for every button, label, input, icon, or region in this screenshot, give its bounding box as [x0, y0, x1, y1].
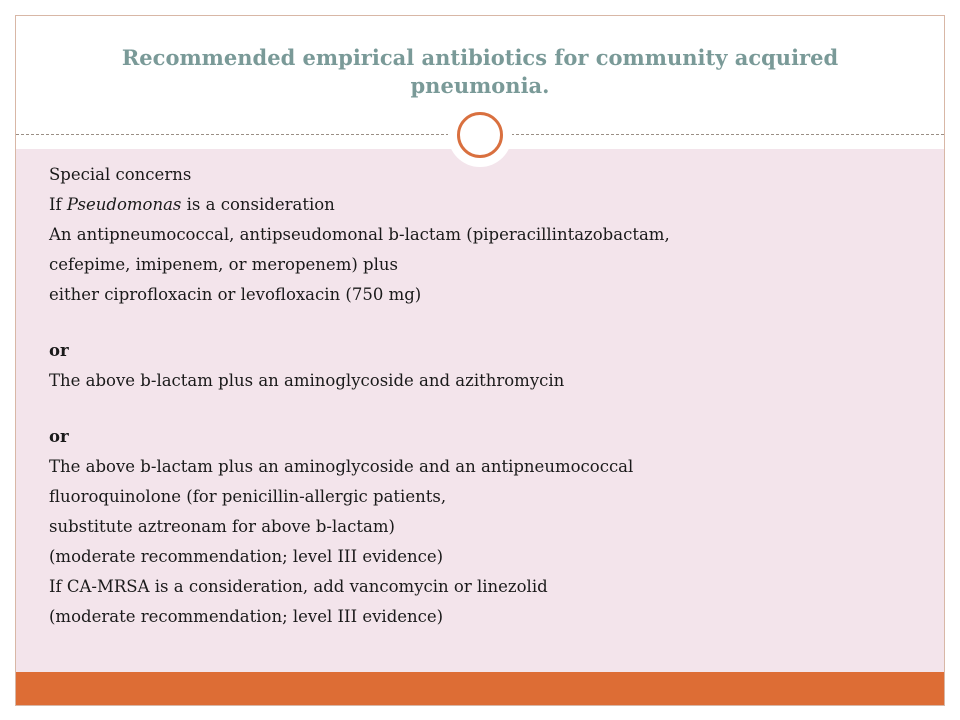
line-or-1: or [49, 341, 69, 360]
line-special-concerns: Special concerns [49, 165, 192, 184]
pseudomonas-suffix: is a consideration [181, 195, 335, 214]
line-recommendation-2: (moderate recommendation; level III evidence) [49, 607, 444, 626]
line-penicillin-allergic: fluoroquinolone (for penicillin-allergic patients, [49, 487, 447, 506]
line-antipneumococcal: An antipneumococcal, antipseudomonal b-lactam (piperacillintazobactam, [49, 225, 670, 244]
blank-line [49, 396, 909, 422]
blank-line [49, 310, 909, 336]
body-text [49, 160, 909, 632]
slide-title: Recommended empirical antibiotics for community acquired pneumonia. [121, 45, 839, 98]
line-ca-mrsa: If CA-MRSA is a consideration, add vancomycin or linezolid [49, 577, 548, 596]
circle-ring-icon [448, 103, 512, 167]
line-azithromycin: The above b-lactam plus an aminoglycoside and azithromycin [49, 371, 565, 390]
footer-accent-bar [16, 672, 944, 705]
line-pseudomonas [49, 190, 909, 220]
line-ciprofloxacin: either ciprofloxacin or levofloxacin (750 mg) [49, 285, 422, 304]
ring-outline [457, 112, 503, 158]
slide [15, 15, 945, 706]
line-recommendation-1: (moderate recommendation; level III evidence) [49, 547, 444, 566]
line-aztreonam: substitute aztreonam for above b-lactam) [49, 517, 395, 536]
line-fluoroquinolone-combo: The above b-lactam plus an aminoglycoside and an antipneumococcal [49, 457, 634, 476]
line-cefepime: cefepime, imipenem, or meropenem) plus [49, 255, 398, 274]
pseudomonas-prefix: If [49, 195, 67, 214]
line-or-2: or [49, 427, 69, 446]
pseudomonas-italic: Pseudomonas [66, 195, 182, 214]
